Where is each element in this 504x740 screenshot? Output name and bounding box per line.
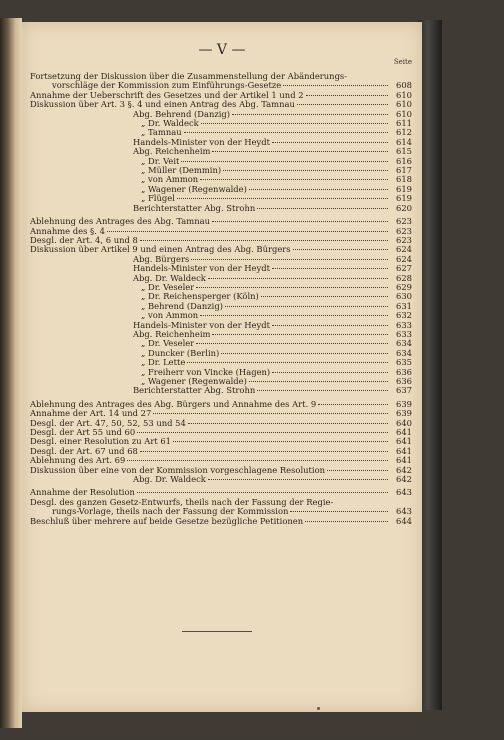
toc-entry (30, 498, 412, 507)
leader-dots (140, 451, 388, 452)
toc-page-number: 641 (396, 455, 412, 466)
toc-page-number: 631 (396, 300, 412, 311)
leader-dots (297, 104, 388, 105)
toc-entry-text: „ Wagener (Regenwalde) (141, 184, 247, 194)
toc-page-number: 636 (396, 376, 412, 386)
toc-entry-text: „ Behrend (Danzig) (141, 301, 223, 311)
toc-entry-text: Annahme der Art. 14 und 27 (30, 409, 152, 419)
leader-dots (137, 432, 388, 433)
leader-dots (225, 306, 388, 307)
toc-page-number: 608 (396, 80, 412, 91)
toc-page-number: 635 (396, 357, 412, 368)
leader-dots (127, 460, 388, 461)
toc-page-number: 624 (396, 253, 412, 264)
toc-entry-text: Desgl. der Art 55 und 60 (30, 428, 136, 438)
toc-page-number: 634 (396, 338, 412, 349)
toc-entry (30, 119, 412, 128)
toc-page-number: 610 (396, 89, 412, 100)
leader-dots (201, 123, 388, 124)
toc-entry (30, 204, 412, 213)
toc-page-number: 642 (396, 464, 412, 475)
toc-entry-text: Handels-Minister von der Heydt (133, 320, 270, 330)
toc-entry (30, 311, 412, 320)
toc-entry (30, 330, 412, 339)
page-number-roman: — V — (198, 42, 246, 58)
leader-dots (212, 334, 388, 335)
toc-entry (30, 517, 412, 526)
toc-entry (30, 217, 412, 226)
page-column-label: Seite (393, 58, 412, 66)
toc-entry-text: Diskussion über Art. 3 §. 4 und einen Antrag des Abg. Tamnau (30, 100, 295, 110)
toc-entry (30, 245, 412, 254)
toc-entry-text: Annahme der Ueberschrift des Gesetzes und der Artikel 1 und 2 (30, 90, 304, 100)
toc-entry (30, 72, 412, 81)
leader-dots (107, 231, 388, 232)
toc-entry (30, 368, 412, 377)
leader-dots (221, 353, 388, 354)
toc-entry-text: „ Wagener (Regenwalde) (141, 377, 247, 386)
toc-entry-text: Abg. Dr. Waldeck (133, 475, 206, 485)
toc-entry-text: Ablehnung des Antrages des Abg. Bürgers und Annahme des Art. 9 (30, 399, 317, 409)
toc-entry-text: „ Tamnau (141, 128, 182, 138)
toc-entry-text: rungs-Vorlage, theils nach der Fassung der Kommission (52, 507, 289, 517)
toc-page-number: 641 (396, 445, 412, 456)
toc-entry (30, 488, 412, 497)
toc-page-number: 639 (396, 398, 412, 409)
leader-dots (306, 95, 388, 96)
toc-entry (30, 409, 412, 418)
toc-entry-text: Abg. Reichenheim (133, 147, 211, 157)
toc-page-number: 614 (396, 136, 412, 147)
book-page (22, 22, 422, 712)
toc-entry (30, 292, 412, 301)
toc-entry-text: „ Dr. Reichensperger (Köln) (141, 292, 259, 302)
toc-entry-text: vorschläge der Kommission zum Einführungs-Gesetze (52, 81, 282, 91)
toc-entry-text: Ablehnung des Antrages des Abg. Tamnau (30, 217, 211, 227)
leader-dots (140, 240, 388, 241)
toc-entry (30, 91, 412, 100)
leader-dots (188, 423, 388, 424)
toc-entry-text: Desgl. der Art. 67 und 68 (30, 446, 138, 456)
toc-page-number: 624 (396, 244, 412, 255)
toc-page-number: 636 (396, 366, 412, 377)
toc-entry (30, 157, 412, 166)
toc-entry (30, 185, 412, 194)
toc-entry-text: „ Freiherr von Vincke (Hagen) (141, 367, 271, 377)
toc-page-number: 640 (396, 417, 412, 428)
leader-dots (200, 315, 388, 316)
toc-entry (30, 227, 412, 236)
leader-dots (173, 441, 388, 442)
toc-page-number: 637 (396, 385, 412, 396)
toc-page-number: 619 (396, 193, 412, 204)
leader-dots (196, 287, 388, 288)
toc-entry-text: Berichterstatter Abg. Strohn (133, 386, 256, 396)
toc-page-number: 641 (396, 427, 412, 438)
toc-page-number: 644 (396, 515, 412, 526)
toc-page-number: 615 (396, 146, 412, 157)
toc-entry (30, 175, 412, 184)
toc-entry-text: Desgl. der Art. 47, 50, 52, 53 und 54 (30, 418, 186, 428)
leader-dots (257, 208, 388, 209)
toc-entry-text: Beschluß über mehrere auf beide Gesetze bezügliche Petitionen (30, 516, 304, 526)
leader-dots (261, 296, 388, 297)
toc-entry (30, 437, 412, 446)
table-of-contents (30, 72, 412, 526)
leader-dots (249, 381, 388, 382)
leader-dots (212, 151, 388, 152)
toc-page-number: 619 (396, 183, 412, 194)
toc-page-number: 642 (396, 474, 412, 485)
leader-dots (184, 132, 388, 133)
toc-entry (30, 456, 412, 465)
toc-entry (30, 466, 412, 475)
leader-dots (272, 372, 388, 373)
toc-entry-text: Annahme der Resolution (30, 488, 135, 498)
toc-page-number: 639 (396, 408, 412, 419)
toc-page-number: 610 (396, 99, 412, 110)
toc-entry-text: „ Dr. Veseler (141, 282, 195, 292)
leader-dots (137, 492, 388, 493)
toc-entry-text: „ Flügel (141, 194, 175, 204)
toc-entry-text: Abg. Bürgers (133, 254, 190, 264)
toc-page-number: 617 (396, 165, 412, 176)
toc-entry-text: „ von Ammon (141, 175, 199, 185)
leader-dots (272, 325, 388, 326)
toc-page-number: 618 (396, 174, 412, 185)
toc-entry (30, 166, 412, 175)
toc-page-number: 623 (396, 234, 412, 245)
leader-dots (223, 170, 388, 171)
toc-page-number: 611 (396, 118, 412, 129)
toc-entry (30, 274, 412, 283)
toc-entry-text: Ablehnung des Art. 69 (30, 456, 126, 466)
toc-page-number: 616 (396, 155, 412, 166)
toc-page-number: 620 (396, 202, 412, 213)
toc-entry (30, 302, 412, 311)
toc-entry-text: Handels-Minister von der Heydt (133, 137, 270, 147)
toc-entry (30, 100, 412, 109)
toc-page-number: 633 (396, 328, 412, 339)
toc-page-number: 641 (396, 436, 412, 447)
toc-page-number: 612 (396, 127, 412, 138)
toc-entry-text: Abg. Behrend (Danzig) (133, 109, 231, 119)
toc-entry (30, 507, 412, 516)
toc-page-number: 623 (396, 216, 412, 227)
toc-entry (30, 339, 412, 348)
toc-entry (30, 419, 412, 428)
toc-entry (30, 447, 412, 456)
toc-entry-text: Desgl. einer Resolution zu Art 61 (30, 437, 172, 447)
toc-page-number: 632 (396, 310, 412, 321)
toc-page-number: 633 (396, 319, 412, 330)
paper-speck (317, 707, 320, 710)
toc-entry (30, 138, 412, 147)
toc-entry-text: Desgl. der Art. 4, 6 und 8 (30, 235, 138, 245)
toc-page-number: 627 (396, 263, 412, 274)
leader-dots (177, 198, 388, 199)
leader-dots (327, 470, 388, 471)
leader-dots (208, 278, 388, 279)
toc-entry-text: „ Dr. Waldeck (141, 119, 199, 129)
toc-entry-text: Fortsetzung der Diskussion über die Zusammenstellung der Abänderungs- (30, 72, 348, 81)
leader-dots (181, 161, 388, 162)
toc-entry (30, 236, 412, 245)
leader-dots (232, 114, 388, 115)
toc-entry-text: „ Müller (Demmin) (141, 166, 222, 176)
toc-entry (30, 283, 412, 292)
toc-entry-text: Desgl. des ganzen Gesetz-Entwurfs, theils nach der Fassung der Regie- (30, 497, 334, 507)
toc-entry-text: Diskussion über Artikel 9 und einen Antrag des Abg. Bürgers (30, 245, 291, 255)
toc-entry (30, 386, 412, 395)
toc-page-number: 643 (396, 487, 412, 498)
toc-entry (30, 110, 412, 119)
toc-entry-text: „ Dr. Veseler (141, 339, 195, 349)
leader-dots (212, 221, 388, 222)
leader-dots (272, 268, 388, 269)
toc-entry (30, 194, 412, 203)
toc-entry (30, 264, 412, 273)
toc-entry-text: Abg. Reichenheim (133, 329, 211, 339)
toc-page-number: 634 (396, 347, 412, 358)
toc-entry (30, 321, 412, 330)
toc-page-number: 630 (396, 291, 412, 302)
leader-dots (318, 404, 388, 405)
toc-entry-text: „ von Ammon (141, 311, 199, 321)
toc-page-number: 643 (396, 506, 412, 517)
toc-entry-text: Diskussion über eine von der Kommission vorgeschlagene Resolution (30, 465, 326, 475)
leader-dots (196, 343, 388, 344)
toc-entry (30, 349, 412, 358)
toc-page-number: 628 (396, 272, 412, 283)
toc-entry (30, 428, 412, 437)
toc-entry (30, 128, 412, 137)
toc-page-number: 629 (396, 281, 412, 292)
toc-entry (30, 81, 412, 90)
leader-dots (200, 179, 388, 180)
leader-dots (187, 362, 388, 363)
leader-dots (283, 85, 388, 86)
toc-entry-text: „ Dr. Veit (141, 156, 180, 166)
leader-dots (153, 413, 388, 414)
leader-dots (305, 521, 388, 522)
leader-dots (257, 390, 388, 391)
toc-entry-text: Abg. Dr. Waldeck (133, 273, 206, 283)
toc-entry (30, 255, 412, 264)
toc-entry-text: „ Duncker (Berlin) (141, 348, 220, 358)
toc-entry (30, 475, 412, 484)
toc-page-number: 610 (396, 108, 412, 119)
leader-dots (191, 259, 388, 260)
leader-dots (208, 479, 388, 480)
toc-entry (30, 358, 412, 367)
toc-entry (30, 377, 412, 386)
book-binding (0, 18, 22, 728)
toc-entry-text: Annahme des §. 4 (30, 226, 105, 236)
toc-entry-text: Handels-Minister von der Heydt (133, 264, 270, 274)
toc-entry (30, 147, 412, 156)
toc-entry (30, 400, 412, 409)
toc-page-number: 623 (396, 225, 412, 236)
leader-dots (290, 511, 388, 512)
leader-dots (272, 142, 388, 143)
leader-dots (293, 249, 388, 250)
section-divider (182, 631, 252, 632)
leader-dots (249, 189, 388, 190)
toc-entry-text: „ Dr. Lette (141, 358, 186, 368)
toc-entry-text: Berichterstatter Abg. Strohn (133, 203, 256, 213)
